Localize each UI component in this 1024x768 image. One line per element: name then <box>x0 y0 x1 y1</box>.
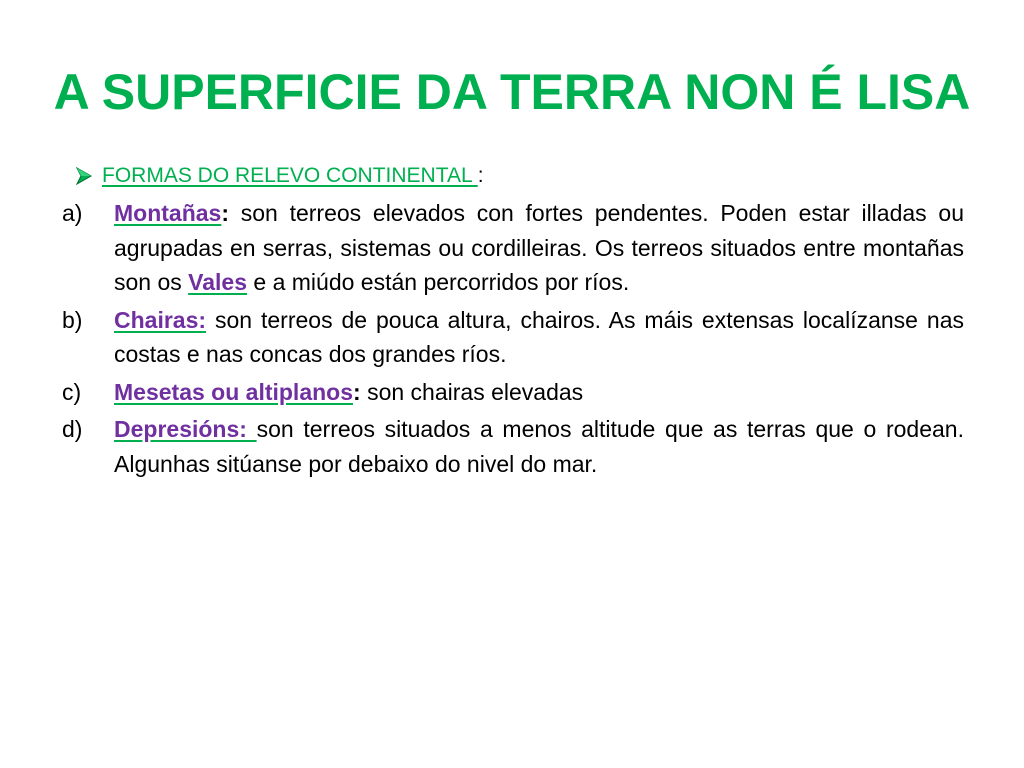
section-heading-colon: : <box>477 164 484 187</box>
slide-title: A SUPERFICIE DA TERRA NON É LISA <box>53 64 971 120</box>
term-colon: : <box>353 378 361 405</box>
relief-forms-list <box>62 196 964 484</box>
term-montanas: Montañas <box>114 200 222 226</box>
section-heading-label: FORMAS DO RELEVO CONTINENTAL <box>102 164 478 187</box>
list-item-montanas <box>62 196 964 300</box>
list-item-depresions <box>62 412 964 481</box>
item-text: son chairas elevadas <box>360 378 584 405</box>
list-marker: b) <box>62 306 83 333</box>
list-item-chairas <box>62 303 964 372</box>
arrow-right-bullet-icon <box>74 164 94 184</box>
item-text: son terreos situados a menos altitude que as terras que o rodean. Algunhas sitúanse por debaixo do nivel do mar. <box>114 416 964 477</box>
item-text: son terreos elevados con fortes pendentes. Poden estar illadas ou agrupadas en serras, sistemas ou cordilleiras. Os terreos situados entre montañas son os <box>114 200 964 295</box>
item-text: e a miúdo están percorridos por ríos. <box>247 269 630 295</box>
list-item-mesetas <box>62 375 964 410</box>
list-marker: c) <box>62 378 82 405</box>
term-depresions: Depresións: <box>114 416 257 442</box>
list-marker: a) <box>62 200 83 226</box>
term-colon: : <box>221 200 230 226</box>
term-vales: Vales <box>188 269 247 295</box>
term-mesetas: Mesetas ou altiplanos <box>114 378 354 405</box>
section-heading <box>74 160 974 192</box>
list-marker: d) <box>62 416 83 442</box>
term-chairas: Chairas: <box>114 306 207 333</box>
item-text: son terreos de pouca altura, chairos. As máis extensas localízanse nas costas e nas concas dos grandes ríos. <box>114 306 964 367</box>
